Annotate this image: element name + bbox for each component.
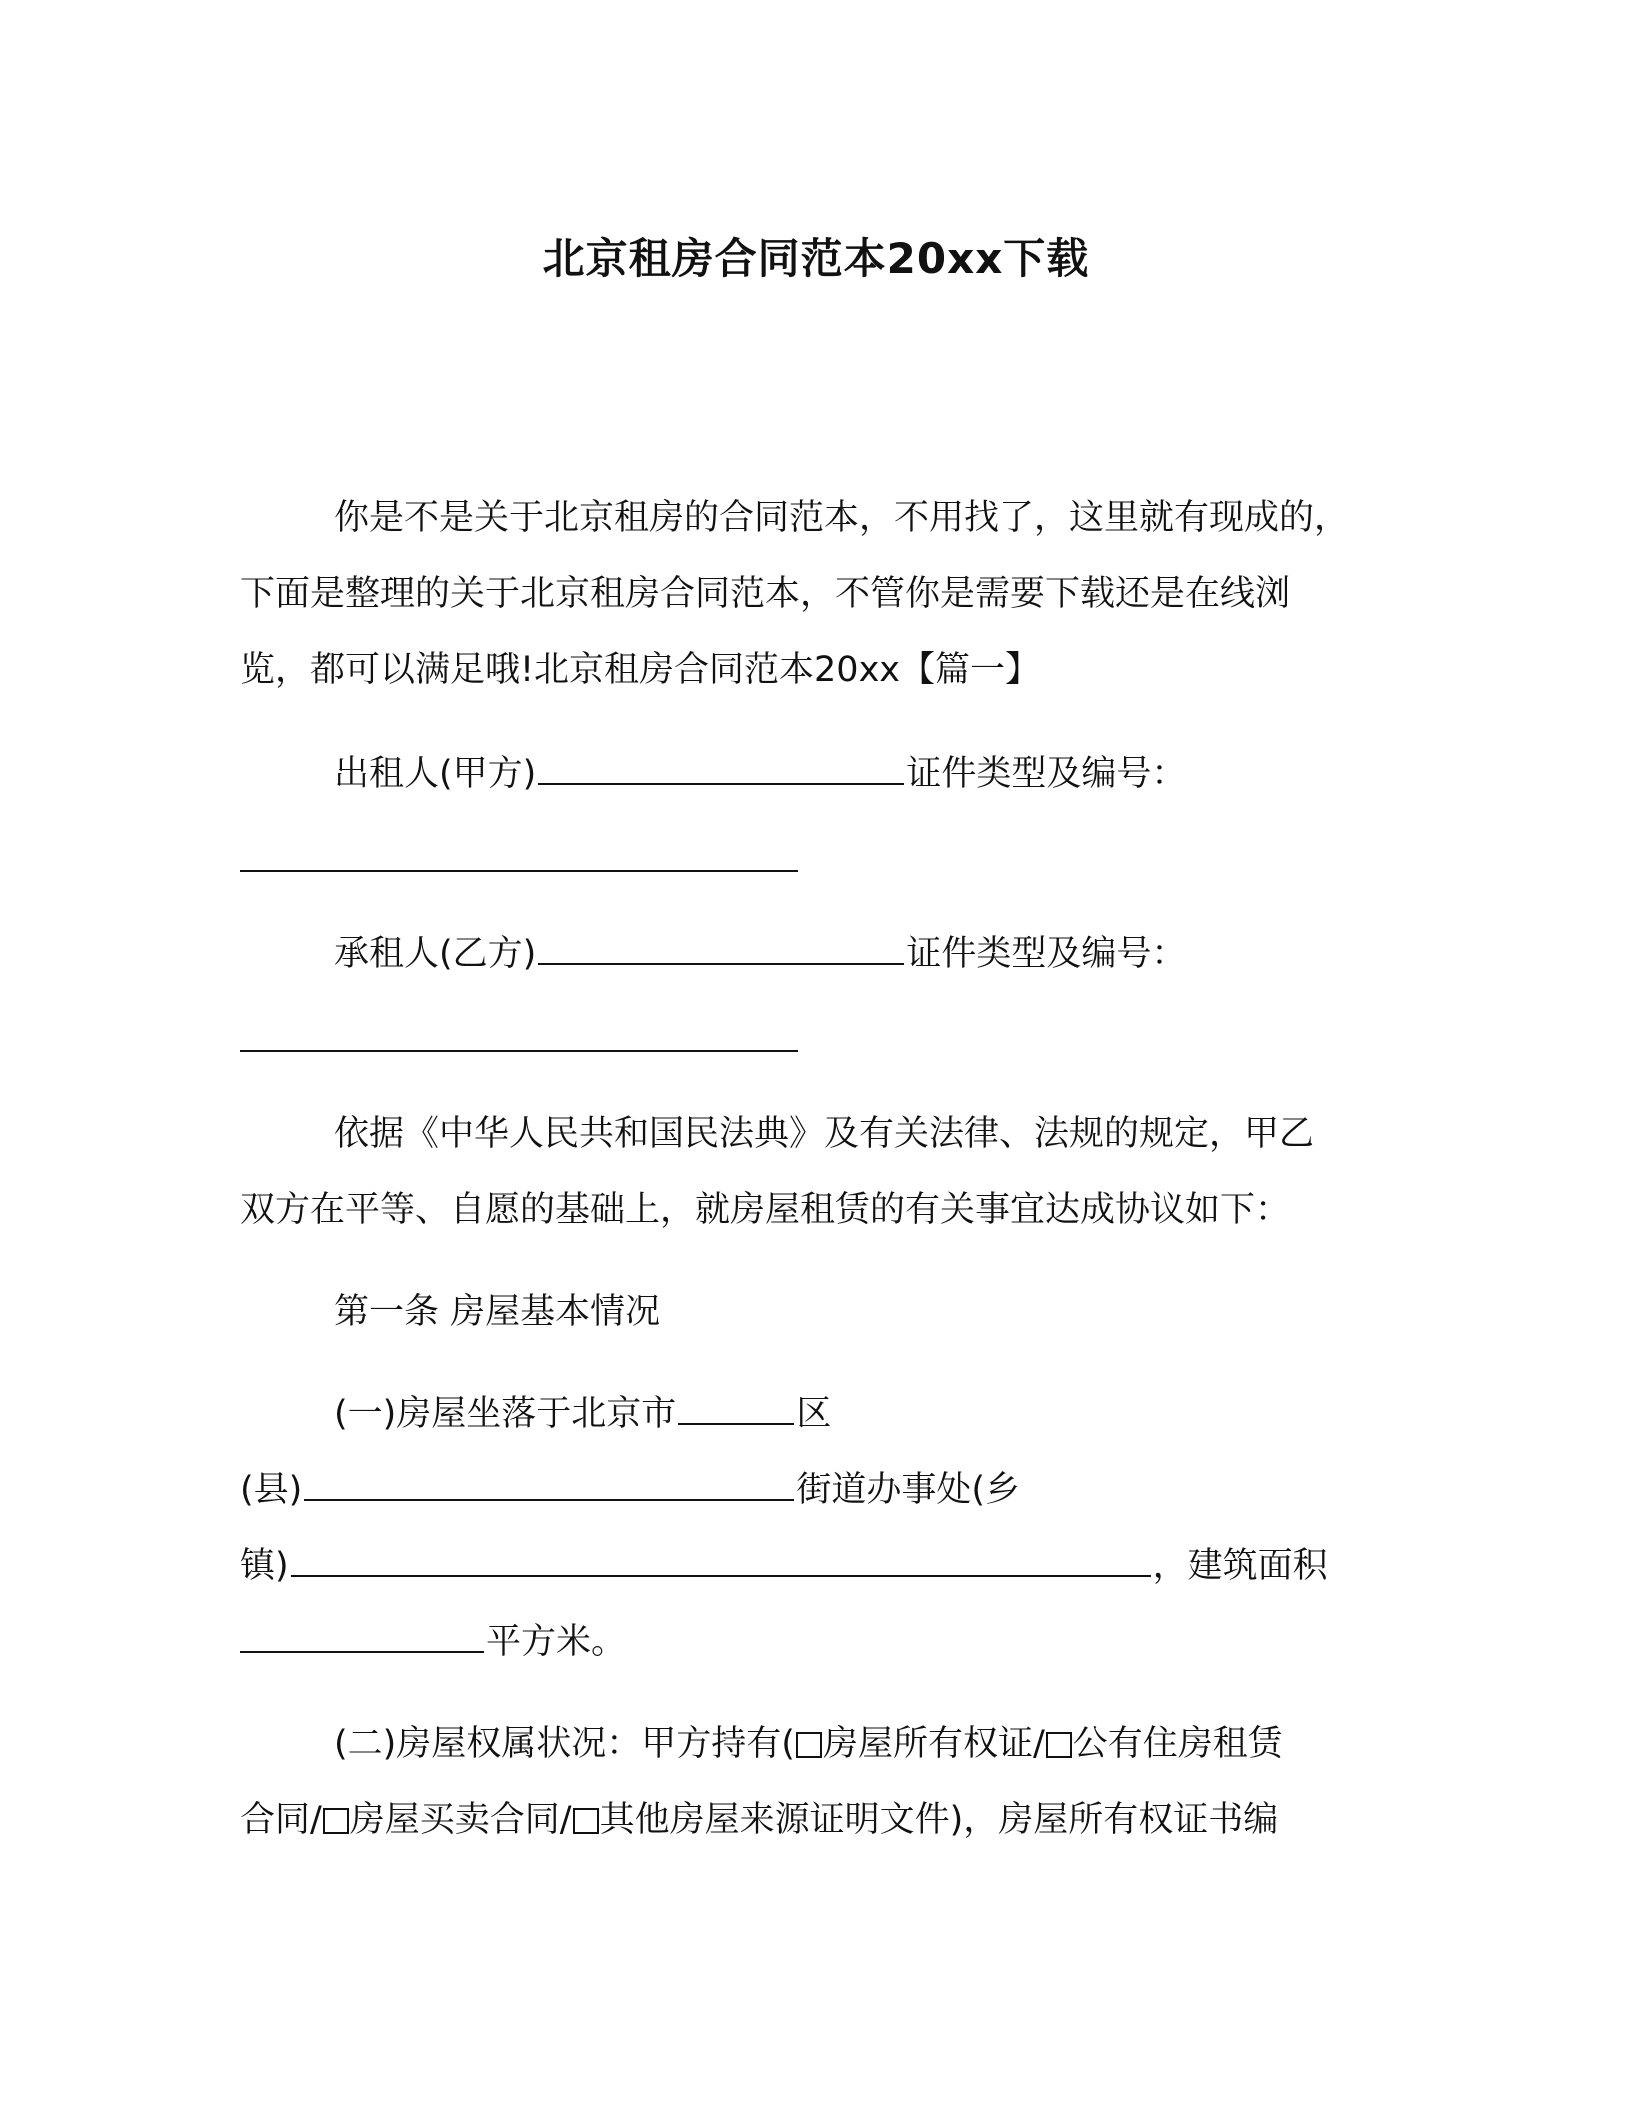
- street-blank[interactable]: [304, 1469, 794, 1501]
- option-ownership-cert: 房屋所有权证/: [822, 1724, 1045, 1764]
- party-b-line: [334, 932, 1186, 976]
- intro-line-1: 你是不是关于北京租房的合同范本，不用找了，这里就有现成的，: [334, 498, 1350, 538]
- checkbox-icon[interactable]: [1046, 1732, 1072, 1758]
- item-1-line-1: [334, 1392, 831, 1436]
- basis-line-1: 依据《中华人民共和国民法典》及有关法律、法规的规定，甲乙: [334, 1114, 1315, 1154]
- intro-line-2: 下面是整理的关于北京租房合同范本，不管你是需要下载还是在线浏: [240, 574, 1291, 614]
- item-1-line-2: [240, 1468, 1020, 1512]
- checkbox-icon[interactable]: [323, 1808, 349, 1834]
- article-1-heading: 第一条 房屋基本情况: [334, 1292, 661, 1332]
- area-unit: 平方米。: [486, 1622, 627, 1662]
- area-blank[interactable]: [240, 1621, 484, 1653]
- street-label: 街道办事处(乡: [796, 1470, 1020, 1510]
- option-sale-contract: 房屋买卖合同/: [349, 1800, 572, 1840]
- party-b-id-label: 证件类型及编号：: [906, 934, 1187, 974]
- party-b-name-blank[interactable]: [538, 933, 904, 965]
- checkbox-icon[interactable]: [796, 1732, 822, 1758]
- item-2-line-2: [240, 1798, 1278, 1842]
- option-other-docs: 其他房屋来源证明文件)，房屋所有权证书编: [599, 1800, 1279, 1840]
- item-2-line-1: [334, 1722, 1283, 1766]
- party-a-line: [334, 752, 1186, 796]
- party-a-id-label: 证件类型及编号：: [906, 754, 1187, 794]
- intro-line-3: 览，都可以满足哦!北京租房合同范本20xx【篇一】: [240, 650, 1040, 690]
- item-1-line-3: [240, 1544, 1328, 1588]
- party-a-label: 出租人(甲方): [334, 754, 537, 794]
- county-label: (县): [240, 1470, 303, 1510]
- district-blank[interactable]: [678, 1393, 794, 1425]
- area-label: ，建筑面积: [1152, 1546, 1328, 1586]
- town-label: 镇): [240, 1546, 289, 1586]
- document-title: 北京租房合同范本20xx下载: [542, 234, 1090, 283]
- checkbox-icon[interactable]: [573, 1808, 599, 1834]
- item-2-contract: 合同/: [240, 1800, 322, 1840]
- item-1-line-4: [240, 1620, 626, 1664]
- party-a-name-blank[interactable]: [538, 753, 904, 785]
- option-public-housing: 公有住房租赁: [1072, 1724, 1283, 1764]
- item-1-prefix: (一)房屋坐落于北京市: [334, 1394, 677, 1434]
- basis-line-2: 双方在平等、自愿的基础上，就房屋租赁的有关事宜达成协议如下：: [240, 1190, 1291, 1230]
- district-label: 区: [796, 1394, 832, 1434]
- party-b-label: 承租人(乙方): [334, 934, 537, 974]
- party-a-id-blank[interactable]: [240, 870, 798, 872]
- item-2-prefix: (二)房屋权属状况：甲方持有(: [334, 1724, 795, 1764]
- party-b-id-blank[interactable]: [240, 1050, 798, 1052]
- town-blank[interactable]: [291, 1545, 1151, 1577]
